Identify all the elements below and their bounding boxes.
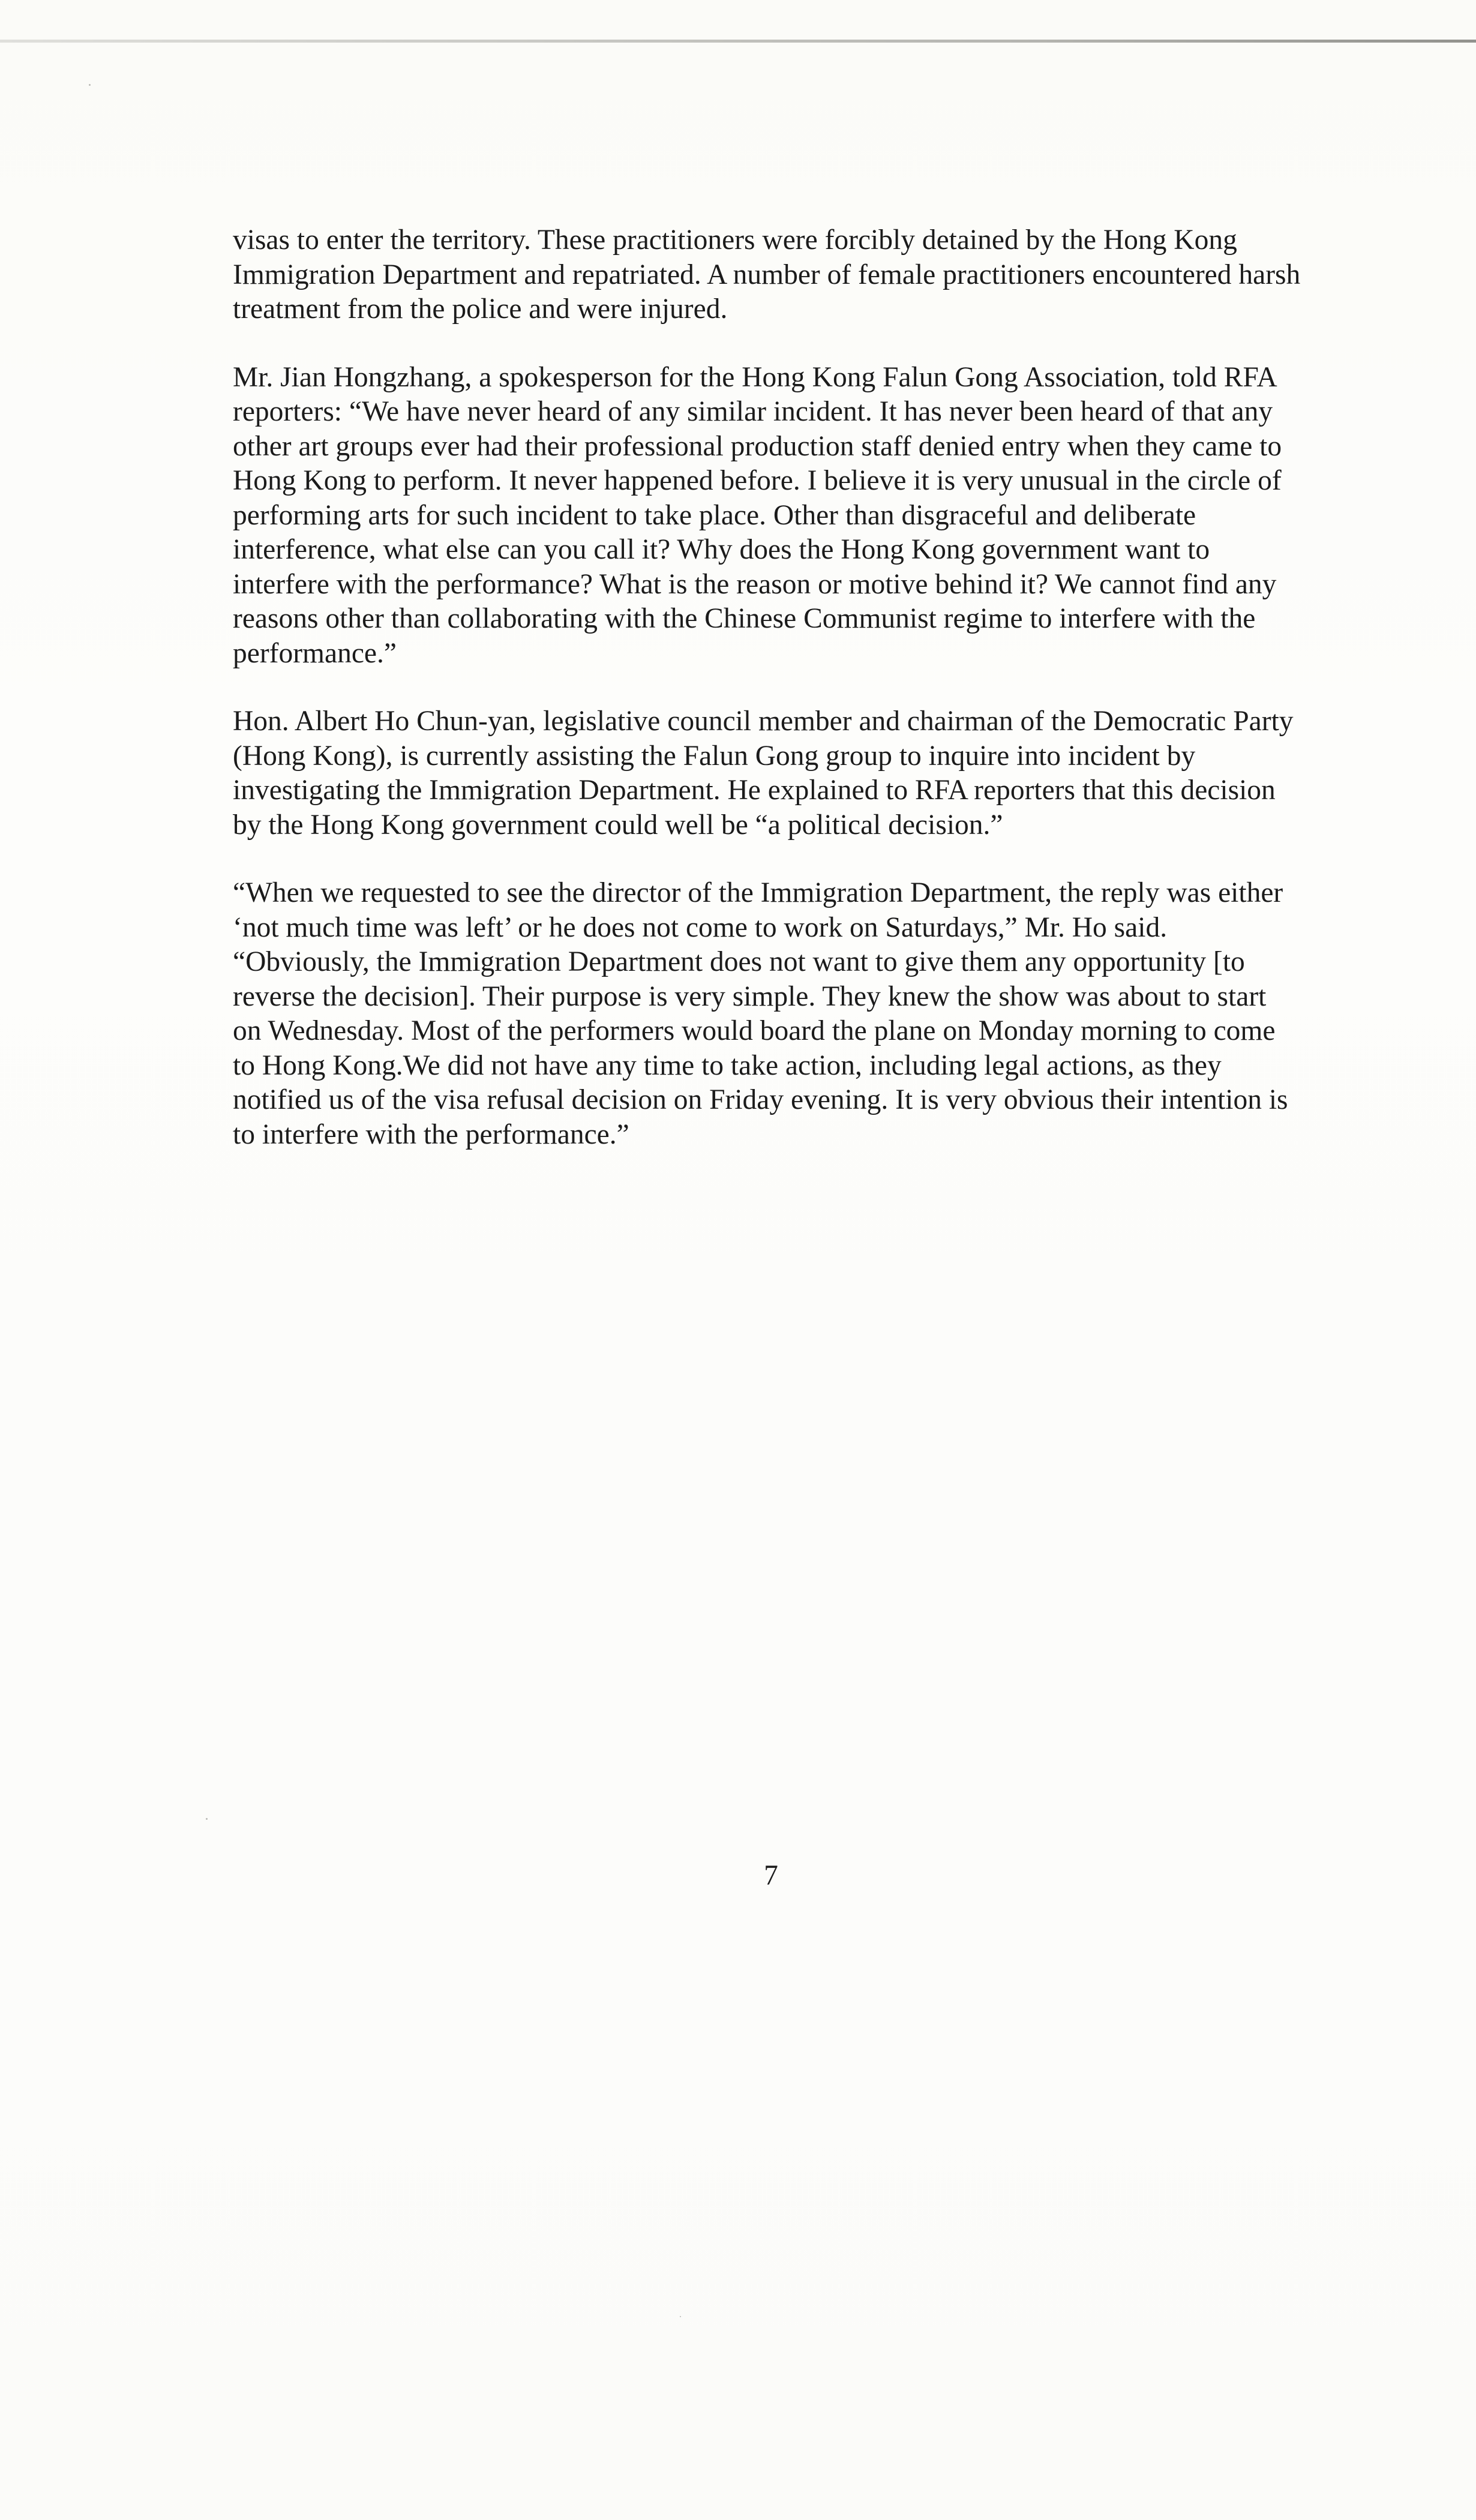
scan-speck — [89, 84, 91, 86]
paragraph-visas-repatriated: visas to enter the territory. These practitioners were forcibly detained by the Hong Kong Immigration Department and repatriated. A number of female practitioners encountered harsh treatment from the police and were injured. — [233, 224, 1301, 325]
paragraph-immigration-director-quote: “When we requested to see the director of the Immigration Department, the reply was either ‘not much time was left’ or he does not come to work on Saturdays,” Mr. Ho said. “Obviously, the Immigration Department does not want to give them any opportunity [to reverse the decision]. Their purpose is very simple. They knew the show was about to start on Wednesday. Most of the performers would board the plane on Monday morning to come to Hong Kong.We did not have any time to take action, including legal actions, as they notified us of the visa refusal decision on Friday evening. It is very obvious their intention is to interfere with the performance.” — [233, 877, 1288, 1150]
scan-speck — [206, 1818, 208, 1820]
paragraph-jian-hongzhang-quote: Mr. Jian Hongzhang, a spokesperson for the Hong Kong Falun Gong Association, told RFA reporters: “We have never heard of any similar incident. It has never been heard of that any other art groups ever had their professional production staff denied entry when they came to Hong Kong to perform. It never happened before. I believe it is very unusual in the circle of performing arts for such incident to take place. Other than disgraceful and deliberate interference, what else can you call it? Why does the Hong Kong government want to interfere with the performance? What is the reason or motive behind it? We cannot find any reasons other than collaborating with the Chinese Communist regime to interfere with the performance.” — [233, 361, 1282, 669]
page-number: 7 — [764, 1860, 778, 1891]
scan-speck — [680, 2316, 681, 2317]
scan-top-edge — [0, 40, 1476, 43]
document-body — [233, 223, 1301, 1186]
paragraph-albert-ho: Hon. Albert Ho Chun-yan, legislative council member and chairman of the Democratic Party (Hong Kong), is currently assisting the Falun Gong group to inquire into incident by investigating the Immigration Department. He explained to RFA reporters that this decision by the Hong Kong government could well be “a political decision.” — [233, 706, 1294, 841]
